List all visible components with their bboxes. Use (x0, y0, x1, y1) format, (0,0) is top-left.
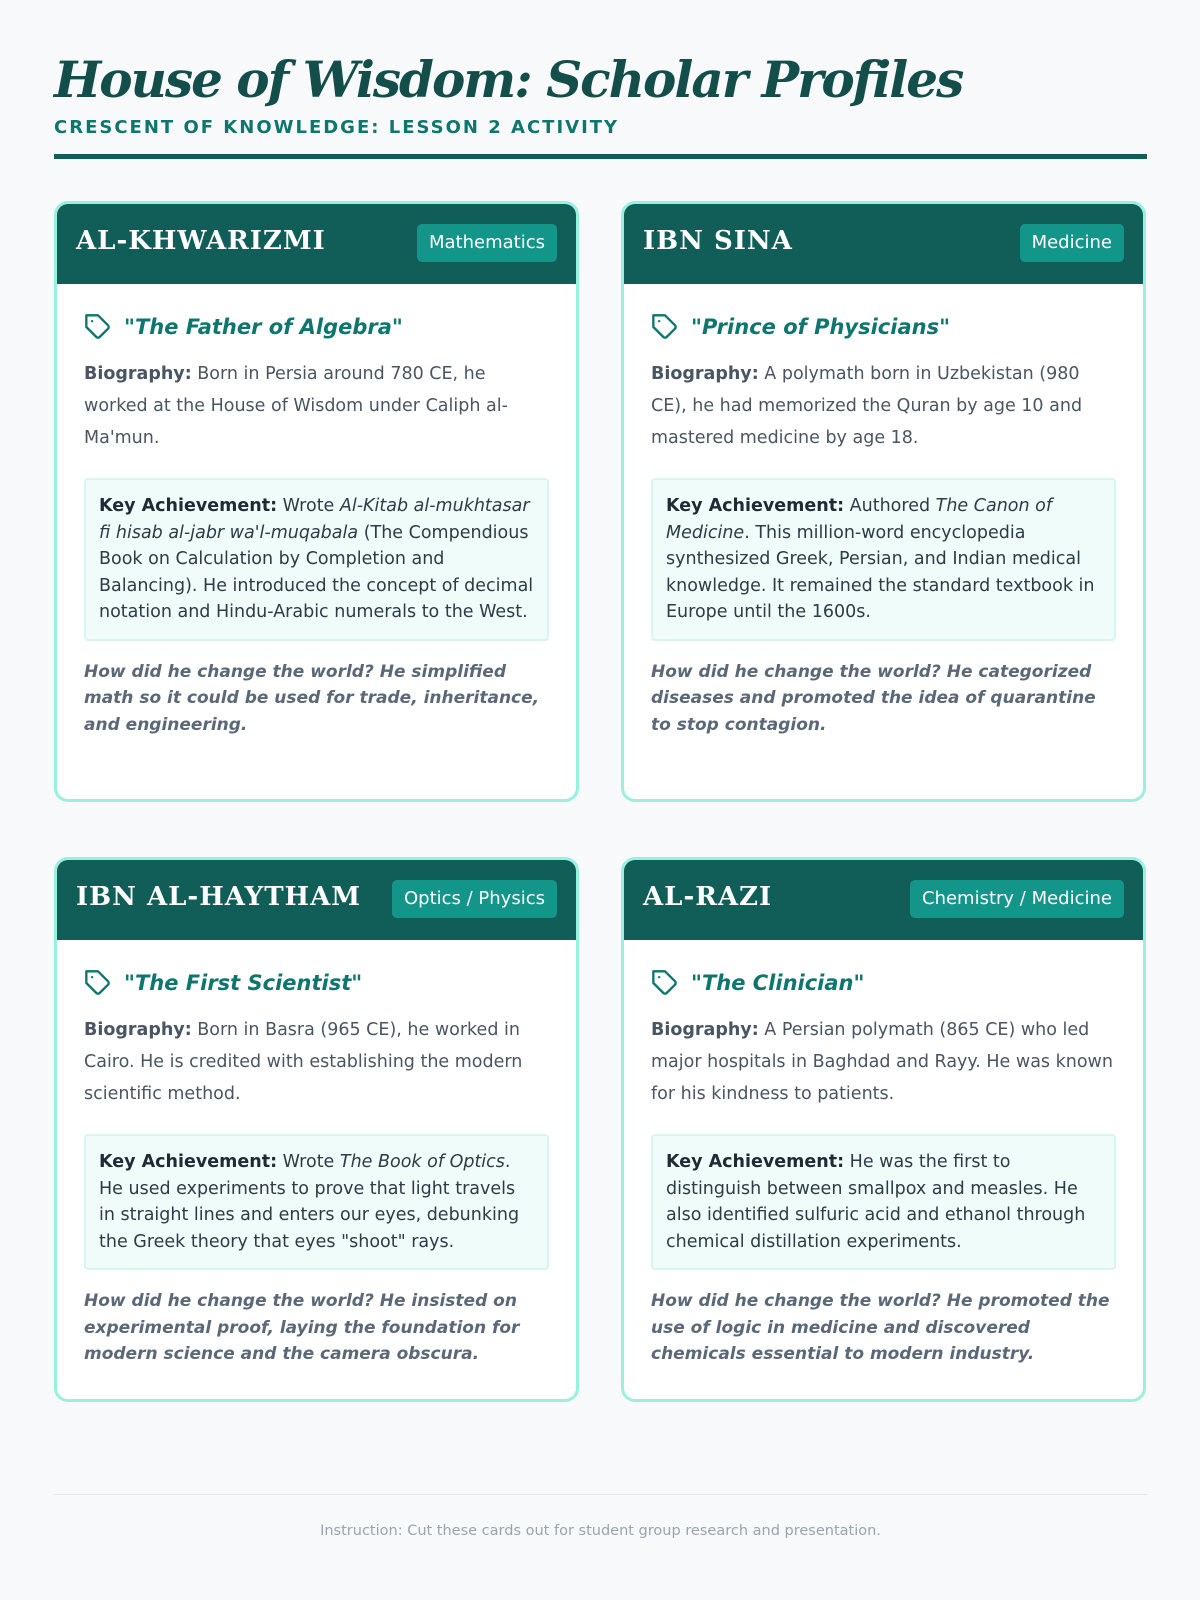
biography-text: A polymath born in Uzbekistan (980 CE), he had memorized the Quran by age 10 and mastered medicine by age 18. (651, 364, 1083, 448)
field-badge: Optics / Physics (392, 880, 557, 918)
tag-icon (651, 313, 679, 341)
scholar-name: IBN AL-HAYTHAM (76, 882, 362, 912)
biography-label: Biography: (84, 1020, 192, 1040)
page-subtitle: CRESCENT OF KNOWLEDGE: LESSON 2 ACTIVITY (54, 117, 620, 138)
field-badge: Chemistry / Medicine (910, 880, 1124, 918)
card-header (624, 204, 1143, 284)
scholar-card-al-khwarizmi (54, 201, 579, 802)
card-header (57, 204, 576, 284)
achievement-work-title: Al-Kitab al-mukhtasar fi hisab al-jabr wa'l-muqabala (99, 496, 530, 543)
achievement-text: He was the first to distinguish between smallpox and measles. He also identified sulfuric acid and ethanol through chemical distillation experiments. (666, 1152, 1086, 1252)
card-header (624, 860, 1143, 940)
header-divider (54, 154, 1147, 159)
biography (651, 1014, 1116, 1110)
field-badge: Medicine (1020, 224, 1124, 262)
scholar-name: IBN SINA (643, 226, 793, 256)
card-header (57, 860, 576, 940)
biography (651, 358, 1116, 454)
tag-icon (84, 969, 112, 997)
biography-label: Biography: (84, 364, 192, 384)
key-achievement-box (651, 1134, 1116, 1270)
key-achievement-label: Key Achievement: (666, 1152, 845, 1172)
field-badge: Mathematics (417, 224, 557, 262)
activity-page (54, 0, 1147, 1600)
footer-divider (54, 1494, 1147, 1495)
key-achievement-box (651, 478, 1116, 641)
scholar-nickname: "The First Scientist" (124, 971, 363, 995)
scholar-card-ibn-al-haytham (54, 857, 579, 1402)
key-achievement-label: Key Achievement: (99, 1152, 278, 1172)
page-title: House of Wisdom: Scholar Profiles (54, 50, 963, 109)
biography-label: Biography: (651, 364, 759, 384)
achievement-text-continued: . This million-word encyclopedia synthesized Greek, Persian, and Indian medical knowledge. It remained the standard textbook in Europe until the 1600s. (666, 522, 1095, 622)
biography (84, 1014, 549, 1110)
biography-text: A Persian polymath (865 CE) who led major hospitals in Baghdad and Rayy. He was known for his kindness to patients. (651, 1020, 1113, 1104)
achievement-text: Authored (849, 496, 931, 516)
achievement-work-title: The Canon of Medicine (666, 496, 1053, 543)
key-achievement-box (84, 478, 549, 641)
impact-question: How did he change the world? He insisted on experimental proof, laying the foundation for modern science and the camera obscura. (84, 1291, 520, 1364)
key-achievement-label: Key Achievement: (99, 496, 278, 516)
achievement-text: Wrote (282, 496, 335, 516)
scholar-name: AL-KHWARIZMI (76, 226, 326, 256)
card-body (57, 284, 576, 738)
achievement-text-continued: (The Compendious Book on Calculation by Completion and Balancing). He introduced the concept of decimal notation and Hindu-Arabic numerals to the West. (99, 522, 534, 622)
scholar-nickname: "Prince of Physicians" (691, 315, 951, 339)
biography (84, 358, 549, 454)
card-body (57, 940, 576, 1368)
impact-question: How did he change the world? He simplified math so it could be used for trade, inheritance, and engineering. (84, 661, 540, 735)
nickname-row (84, 968, 549, 998)
key-achievement-label: Key Achievement: (666, 496, 845, 516)
scholar-card-al-razi (621, 857, 1146, 1402)
tag-icon (84, 313, 112, 341)
scholar-nickname: "The Father of Algebra" (124, 315, 403, 339)
card-body (624, 284, 1143, 738)
achievement-work-title: The Book of Optics (339, 1152, 505, 1172)
nickname-row (651, 312, 1116, 342)
achievement-text: Wrote (282, 1152, 335, 1172)
card-body (624, 940, 1143, 1368)
tag-icon (651, 969, 679, 997)
key-achievement-box (84, 1134, 549, 1270)
scholar-nickname: "The Clinician" (691, 971, 865, 995)
achievement-text-continued: . He used experiments to prove that light travels in straight lines and enters our eyes, debunking the Greek theory that eyes "shoot" rays. (99, 1152, 520, 1252)
scholar-card-ibn-sina (621, 201, 1146, 802)
impact-question: How did he change the world? He categorized diseases and promoted the idea of quarantine to stop contagion. (651, 661, 1096, 735)
biography-text: Born in Persia around 780 CE, he worked at the House of Wisdom under Caliph al-Ma'mun. (84, 364, 508, 448)
biography-text: Born in Basra (965 CE), he worked in Cairo. He is credited with establishing the modern scientific method. (84, 1020, 523, 1104)
footer-instruction: Instruction: Cut these cards out for student group research and presentation. (320, 1523, 881, 1539)
impact-question: How did he change the world? He promoted the use of logic in medicine and discovered chemicals essential to modern industry. (651, 1291, 1110, 1364)
scholar-name: AL-RAZI (643, 882, 773, 912)
nickname-row (651, 968, 1116, 998)
biography-label: Biography: (651, 1020, 759, 1040)
nickname-row (84, 312, 549, 342)
